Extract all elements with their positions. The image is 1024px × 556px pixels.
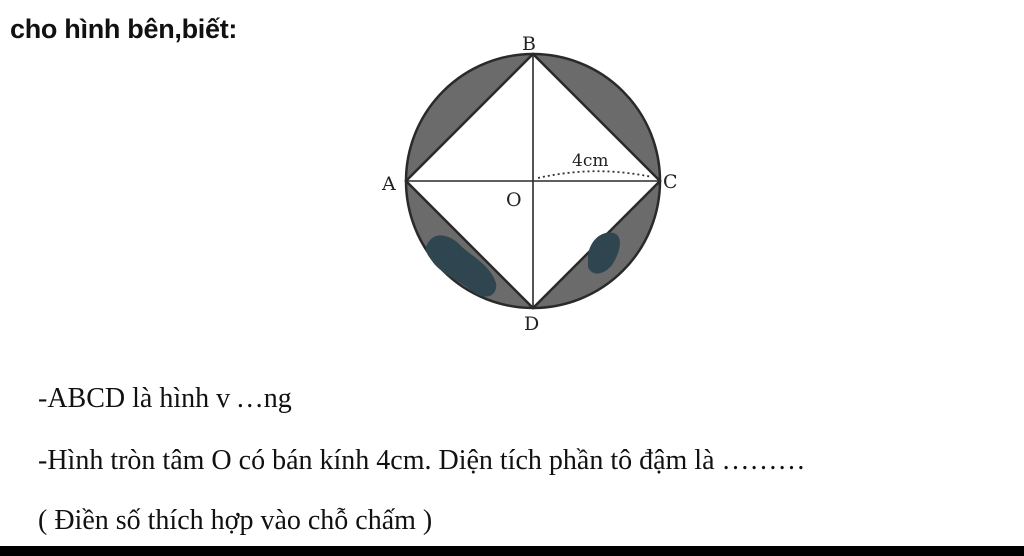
bottom-edge-bar [0,546,1024,556]
statement-square: -ABCD là hình v …ng [38,383,292,414]
vertex-label-c: C [663,171,678,193]
statement-circle-question: -Hình tròn tâm O có bán kính 4cm. Diện tích phần tô đậm là ……… [38,445,806,476]
radius-label: 4cm [572,151,609,171]
problem-heading: cho hình bên,biết: [10,14,238,44]
geometry-figure [340,25,720,345]
vertex-label-d: D [524,313,540,335]
center-label-o: O [506,189,522,211]
circle-square-diagram [340,25,720,345]
vertex-label-a: A [382,173,396,195]
instruction-fill-blank: ( Điền số thích hợp vào chỗ chấm ) [38,505,433,536]
vertex-label-b: B [522,33,536,55]
